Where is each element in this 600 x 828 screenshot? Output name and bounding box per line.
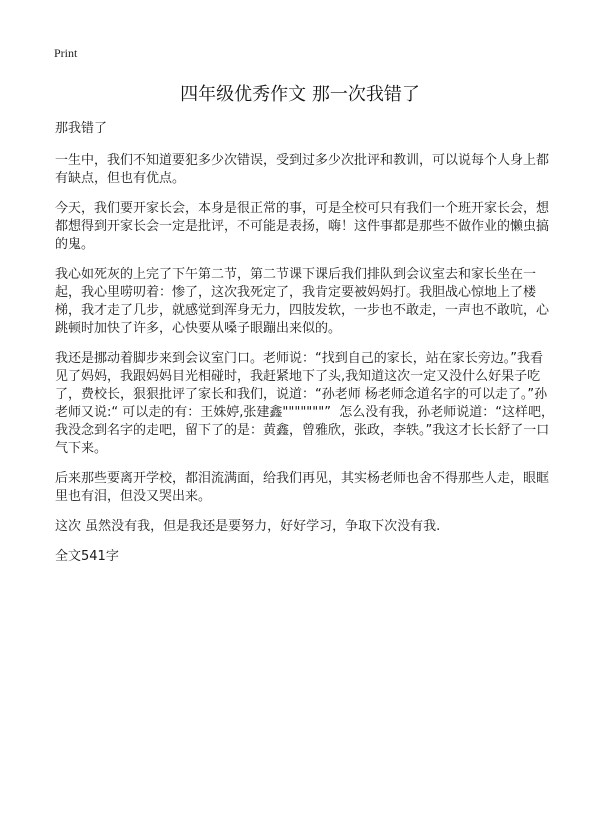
print-link[interactable]: Print <box>54 46 78 60</box>
article-subtitle: 那我错了 <box>55 121 108 136</box>
paragraph-2: 今天，我们要开家长会，本身是很正常的事，可是全校可只有我们一个班开家长会，想都想得到开家长会一定是批评，不可能是表扬，嗨！这件事都是那些不做作业的懒虫搞的鬼。 <box>55 201 550 252</box>
paragraph-4: 我还是挪动着脚步来到会议室门口。老师说：“找到自己的家长，站在家长旁边。”我看见了妈妈，我跟妈妈目光相碰时，我赶紧地下了头,我知道这次一定又没什么好果子吃了，费校长，狠狠批评了家长和我们，说道：“孙老师 杨老师念道名字的可以走了。”孙老师又说:“ 可以走的有：王姝婷,张建鑫"""""""” 怎么没有我，孙老师说道：“这样吧，我没念到名字的走吧，留下了的是：黄鑫，曾雅欣，张政，李轶。”我这才长长舒了一口气下来。 <box>55 351 554 456</box>
word-count: 全文541字 <box>55 549 119 564</box>
paragraph-6: 这次 虽然没有我，但是我还是要努力，好好学习，争取下次没有我. <box>55 519 441 534</box>
page-title: 四年级优秀作文 那一次我错了 <box>180 84 420 105</box>
paragraph-3: 我心如死灰的上完了下午第二节，第二节课下课后我们排队到会议室去和家长坐在一起，我心里唠叨着：惨了，这次我死定了，我肯定要被妈妈打。我胆战心惊地上了楼梯，我才走了几步，就感觉到浑身无力，四肢发软，一步也不敢走，一声也不敢吭，心跳顿时加快了许多，心快要从嗓子眼蹦出来似的。 <box>55 267 550 336</box>
article-body <box>55 120 555 578</box>
paragraph-5: 后来那些要离开学校，都泪流满面，给我们再见，其实杨老师也舍不得那些人走，眼眶里也有泪，但没又哭出来。 <box>55 471 550 504</box>
paragraph-1: 一生中，我们不知道要犯多少次错误，受到过多少次批评和教训，可以说每个人身上都有缺点，但也有优点。 <box>55 153 550 186</box>
